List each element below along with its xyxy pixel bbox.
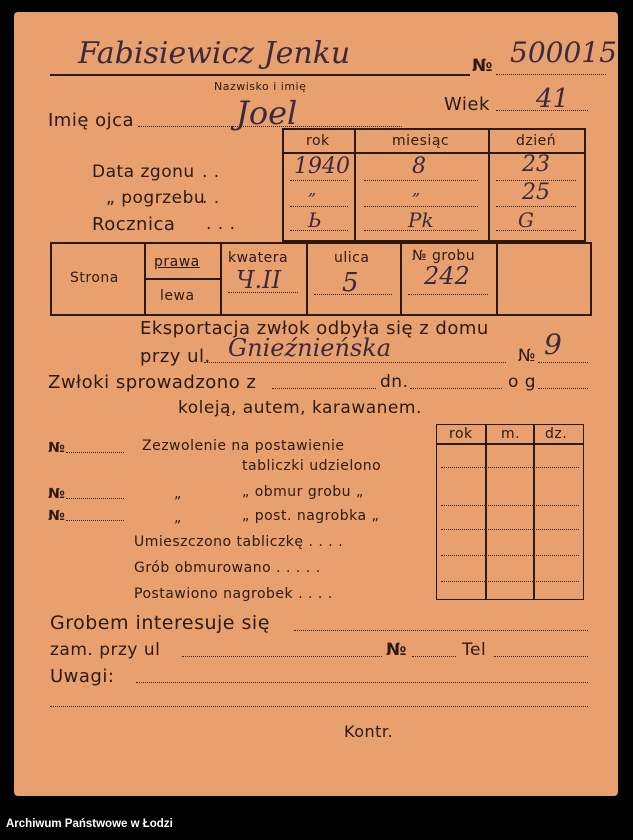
archive-footer: Archiwum Państwowe w Łodzi (6, 818, 173, 830)
interest-label: Grobem interesuje się (50, 612, 270, 634)
street-value: Gnieźnieńska (228, 334, 392, 362)
permit-line-6: Grób obmurowano . . . . . (134, 560, 321, 576)
mini-header-month: m. (501, 426, 521, 442)
death-day: 23 (522, 152, 550, 177)
permit-line-4-prefix: „ (174, 510, 182, 526)
side-right-label: prawa (154, 254, 200, 270)
permit-line-7: Postawiono nagrobek . . . . (134, 586, 333, 602)
street-no-value: 9 (544, 328, 562, 361)
street-no-label: № (518, 346, 537, 366)
anniv-year: Ь (308, 208, 322, 232)
brought-og-label: o g (508, 372, 537, 392)
date-burial-label: „ pogrzebu (106, 188, 206, 208)
burial-year: „ (308, 180, 317, 199)
registry-card (14, 12, 618, 796)
anniv-month: Рk (408, 208, 434, 232)
mini-header-day: dz. (545, 426, 568, 442)
death-year: 1940 (294, 154, 350, 179)
mini-header-year: rok (449, 426, 473, 442)
date-burial-dots: . . (202, 188, 220, 208)
anniv-day: G (518, 208, 534, 232)
name-underline (50, 74, 470, 76)
col-header-year: rok (306, 133, 330, 149)
side-label: Strona (70, 270, 119, 286)
number-underline (496, 74, 606, 75)
transport-line: koleją, autem, karawanem. (178, 398, 422, 418)
permit-line-3: „ obmur grobu „ (242, 484, 364, 500)
notes-label: Uwagi: (50, 666, 115, 687)
side-left-label: lewa (160, 288, 195, 304)
number-label: № (472, 56, 493, 76)
death-month: 8 (412, 154, 426, 179)
permit-line-2: tabliczki udzielono (242, 458, 382, 474)
kwatera-label: kwatera (228, 250, 289, 266)
ulica-value: 5 (342, 268, 359, 298)
export-line: Eksportacja zwłok odbyła się z domu (140, 318, 489, 339)
grave-table (50, 242, 592, 316)
kwatera-value: Ч.II (236, 266, 282, 294)
permit-no-2: № (48, 486, 66, 502)
brought-label: Zwłoki sprowadzono z (48, 372, 257, 393)
address-no-label: № (386, 640, 407, 660)
col-header-month: miesiąc (392, 133, 450, 149)
brought-dn-label: dn. (380, 372, 409, 392)
number-value: 500015 (510, 36, 617, 69)
date-anniv-dots: . . . (206, 214, 236, 234)
control-label: Kontr. (344, 722, 394, 741)
permit-line-4: „ post. nagrobka „ (242, 508, 380, 524)
col-header-day: dzień (516, 133, 557, 149)
grobu-value: 242 (424, 262, 470, 290)
address-label: zam. przy ul (50, 640, 161, 660)
name-label: Nazwisko i imię (214, 80, 307, 93)
date-death-dots: . . (202, 162, 220, 182)
date-anniv-label: Rocznica (92, 214, 176, 235)
age-value: 41 (536, 84, 570, 114)
permit-mini-table (436, 424, 584, 600)
age-label: Wiek (444, 94, 490, 115)
father-value: Joel (236, 94, 298, 132)
name-handwritten: Fabisiewicz Jenku (78, 36, 351, 71)
date-death-label: Data zgonu (92, 162, 195, 182)
tel-label: Tel (462, 640, 487, 660)
permit-line-1: Zezwolenie na postawienie (142, 438, 345, 454)
burial-day: 25 (522, 180, 550, 205)
permit-line-5: Umieszczono tabliczkę . . . . (134, 534, 344, 550)
permit-no-3: № (48, 508, 66, 524)
permit-no-1: № (48, 440, 66, 456)
father-label: Imię ojca (48, 110, 135, 131)
street-label: przy ul. (140, 346, 211, 367)
burial-month: „ (412, 180, 421, 199)
grobu-label: № grobu (412, 248, 476, 264)
dates-table (282, 128, 586, 242)
ulica-label: ulica (334, 250, 370, 266)
permit-line-3-prefix: „ (174, 486, 182, 502)
